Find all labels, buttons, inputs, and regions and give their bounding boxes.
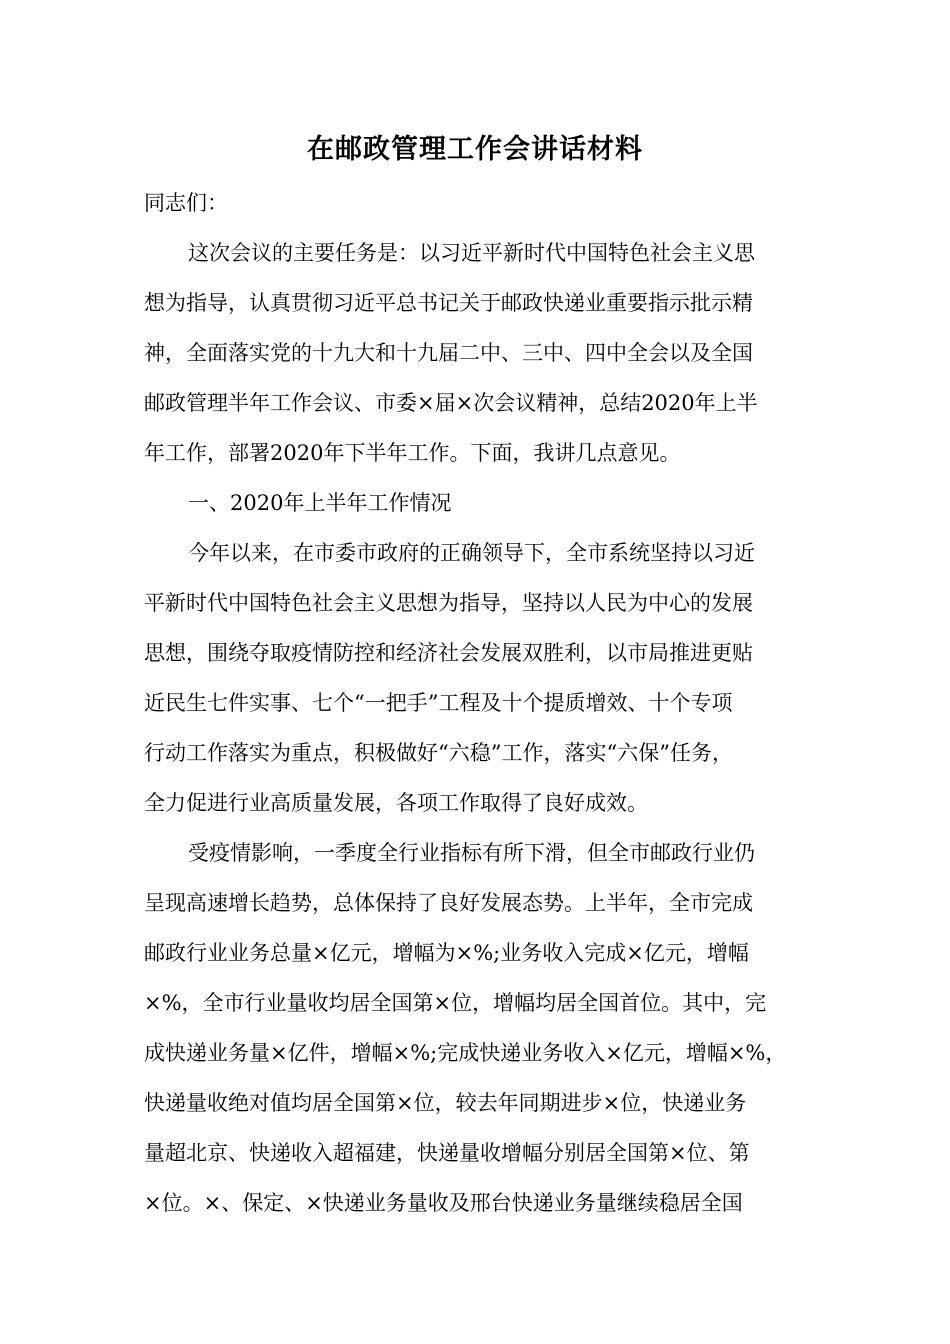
paragraph-line: 成快递业务量×亿件，增幅×%;完成快递业务收入×亿元，增幅×%， [144,1041,787,1065]
paragraph-line: 受疫情影响，一季度全行业指标有所下滑，但全市邮政行业仍 [188,841,755,865]
paragraph-line: ×%，全市行业量收均居全国第×位，增幅均居全国首位。其中，完 [144,991,767,1015]
paragraph-line: 思想，围绕夺取疫情防控和经济社会发展双胜利，以市局推进更贴 [144,641,753,665]
paragraph-line: 邮政行业业务总量×亿元，增幅为×%;业务收入完成×亿元，增幅 [144,941,749,965]
paragraph-line: 近民生七件实事、七个“一把手”工程及十个提质增效、十个专项 [144,691,733,715]
paragraph-line: 量超北京、快递收入超福建，快递量收增幅分别居全国第×位、第 [144,1141,750,1165]
paragraph-line: 平新时代中国特色社会主义思想为指导，坚持以人民为中心的发展 [144,591,753,615]
document-title: 在邮政管理工作会讲话材料 [307,134,643,165]
paragraph-line: 行动工作落实为重点，积极做好“六稳”工作，落实“六保”任务， [144,741,733,765]
paragraph-line: 神，全面落实党的十九大和十九届二中、三中、四中全会以及全国 [144,341,753,365]
paragraph-line: 年工作，部署2020年下半年工作。下面，我讲几点意见。 [144,441,681,465]
paragraph-line: 呈现高速增长趋势，总体保持了良好发展态势。上半年，全市完成 [144,891,753,915]
paragraph-line: ×位。×、保定、×快递业务量收及邢台快递业务量继续稳居全国 [144,1191,743,1215]
paragraph-line: 这次会议的主要任务是：以习近平新时代中国特色社会主义思 [188,241,755,265]
paragraph-line: 想为指导，认真贯彻习近平总书记关于邮政快递业重要指示批示精 [144,291,753,315]
section-heading: 一、2020年上半年工作情况 [188,491,452,515]
paragraph-line: 邮政管理半年工作会议、市委×届×次会议精神，总结2020年上半 [144,391,758,415]
paragraph-line: 快递量收绝对值均居全国第×位，较去年同期进步×位，快递业务 [144,1091,747,1115]
salutation-line: 同志们： [144,191,228,215]
paragraph-line: 今年以来，在市委市政府的正确领导下，全市系统坚持以习近 [188,541,755,565]
paragraph-line: 全力促进行业高质量发展，各项工作取得了良好成效。 [144,791,648,815]
